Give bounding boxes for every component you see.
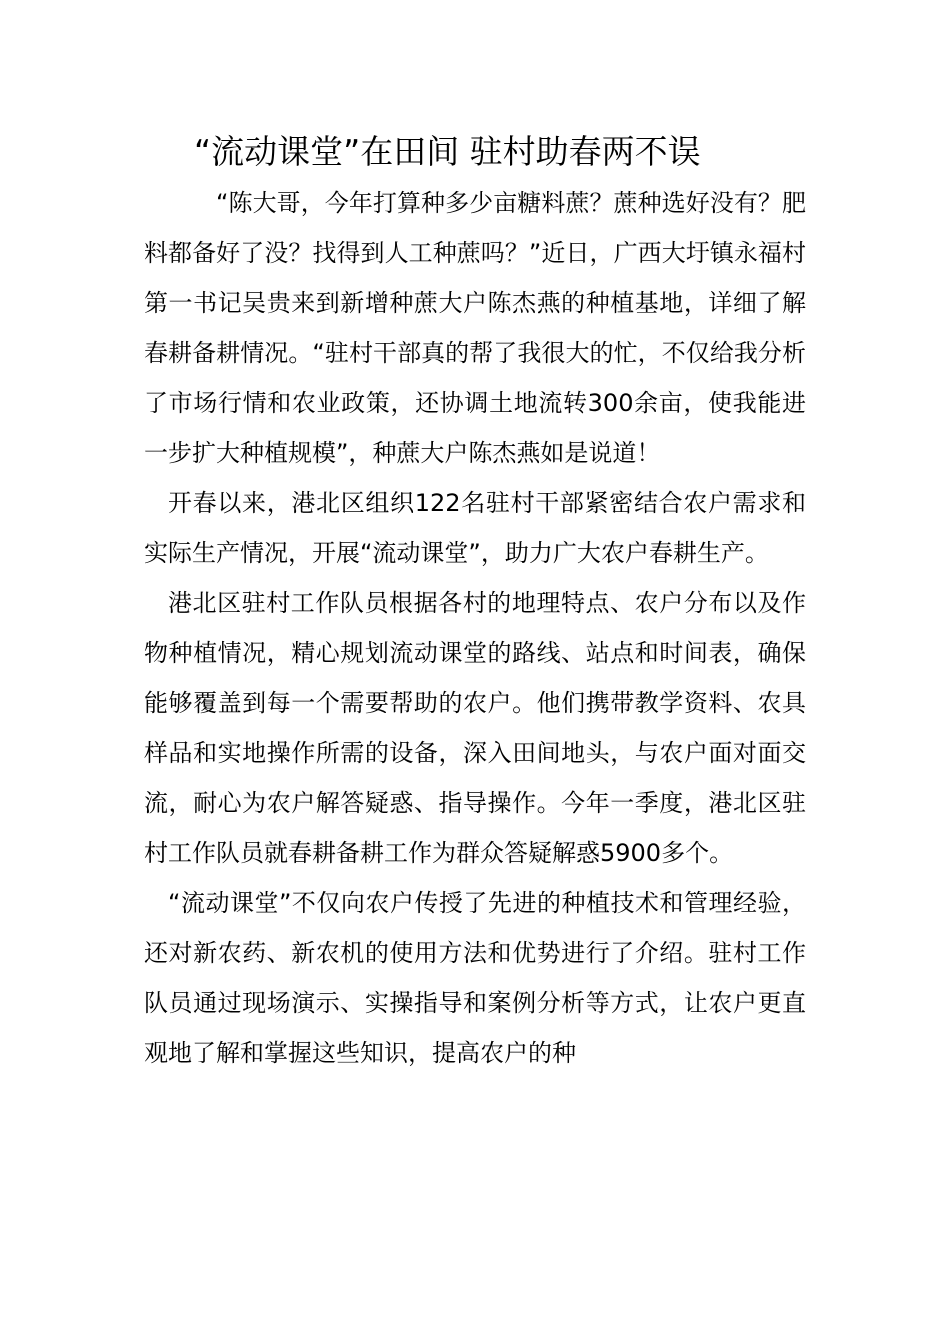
paragraph-2: 开春以来，港北区组织122名驻村干部紧密结合农户需求和实际生产情况，开展“流动课堂”，助力广大农户春耕生产。: [144, 489, 806, 567]
paragraph-4: “流动课堂”不仅向农户传授了先进的种植技术和管理经验，还对新农药、新农机的使用方法和优势进行了介绍。驻村工作队员通过现场演示、实操指导和案例分析等方式，让农户更直观地了解和掌握这些知识，提高农户的种: [144, 889, 806, 1067]
paragraph-3: 港北区驻村工作队员根据各村的地理特点、农户分布以及作物种植情况，精心规划流动课堂的路线、站点和时间表，确保能够覆盖到每一个需要帮助的农户。他们携带教学资料、农具样品和实地操作所需的设备，深入田间地头，与农户面对面交流，耐心为农户解答疑惑、指导操作。今年一季度，港北区驻村工作队员就春耕备耕工作为群众答疑解惑5900多个。: [144, 589, 806, 867]
document-title: “流动课堂”在田间 驻村助春两不误: [194, 132, 701, 171]
paragraph-1: “陈大哥，今年打算种多少亩糖料蔗？蔗种选好没有？肥料都备好了没？找得到人工种蔗吗？”近日，广西大圩镇永福村第一书记吴贵来到新增种蔗大户陈杰燕的种植基地，详细了解春耕备耕情况。“驻村干部真的帮了我很大的忙，不仅给我分析了市场行情和农业政策，还协调土地流转300余亩，使我能进一步扩大种植规模”，种蔗大户陈杰燕如是说道！: [144, 189, 806, 467]
